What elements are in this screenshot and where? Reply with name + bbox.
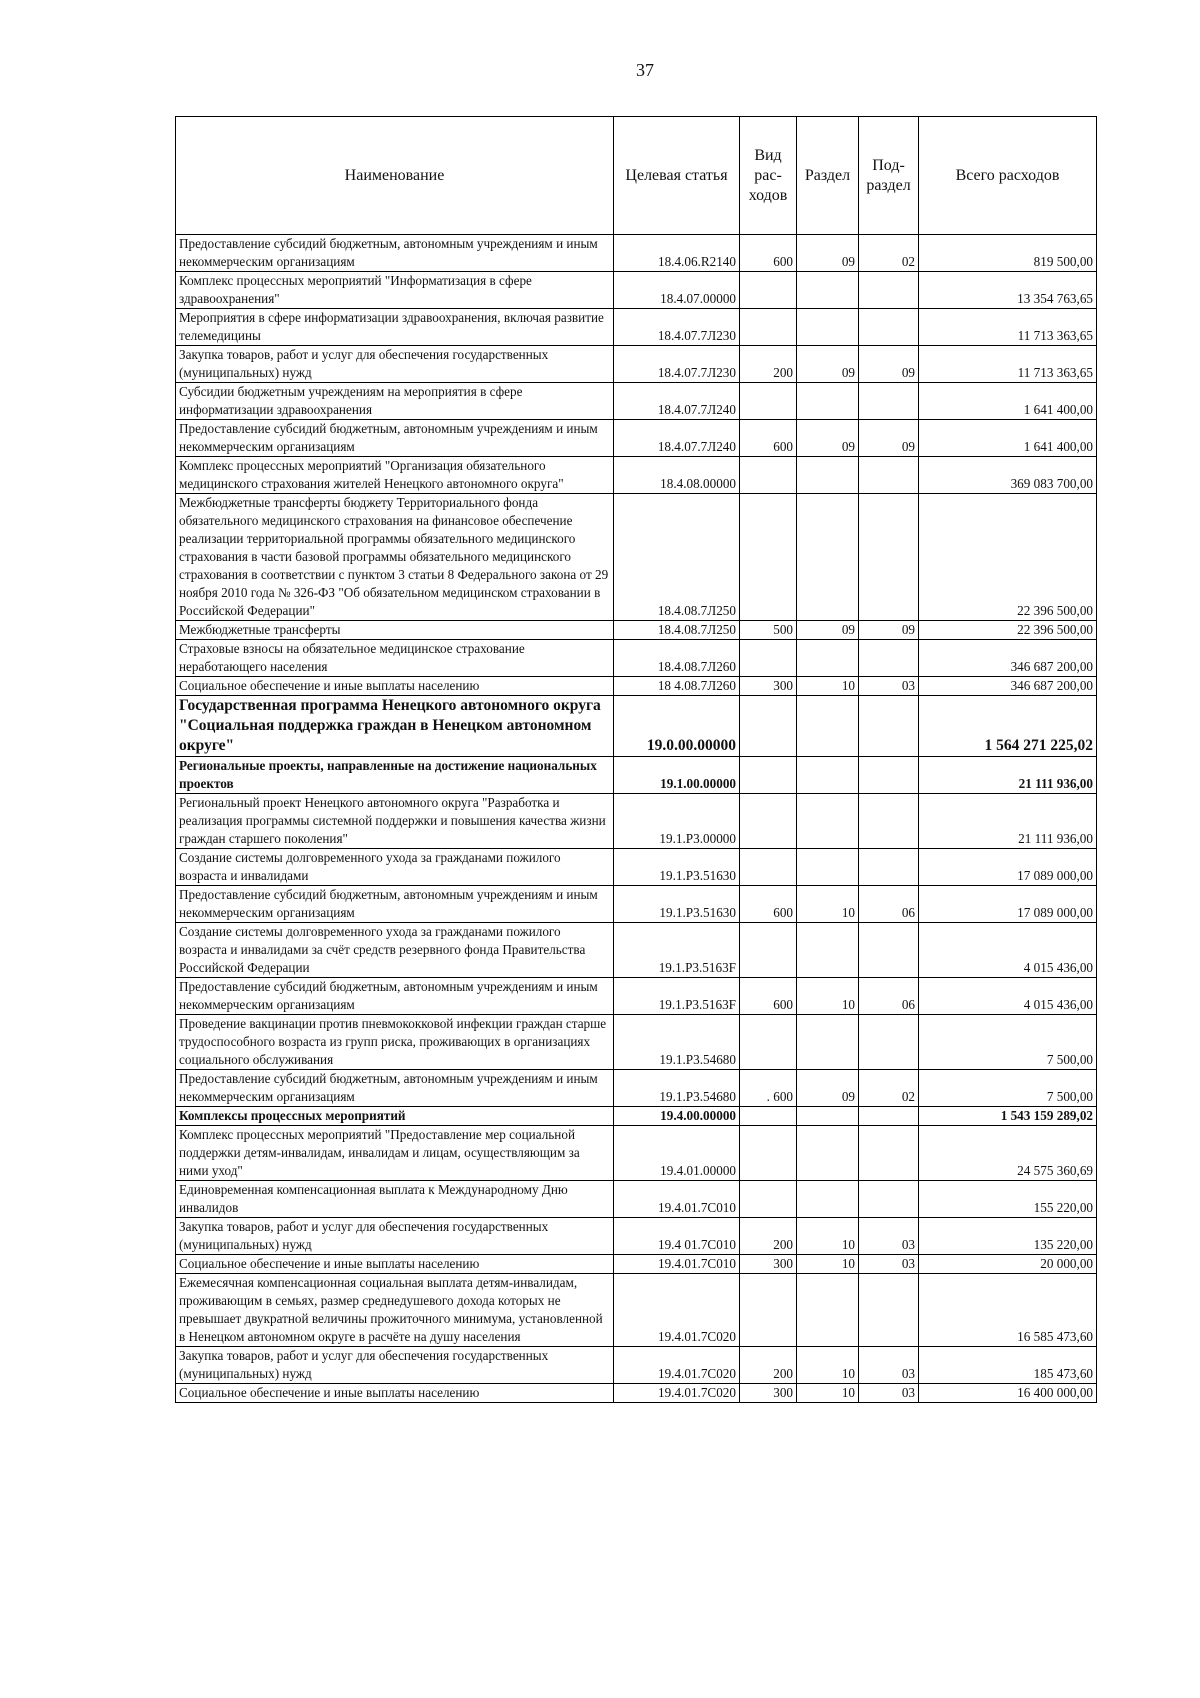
row-target-article: 18.4.07.7Л240 [614,383,740,420]
header-total-expenses: Всего расходов [919,117,1097,235]
row-expense-kind: . 600 [740,1070,797,1107]
row-name: Закупка товаров, работ и услуг для обеспечения государственных (муниципальных) нужд [176,1218,614,1255]
row-section [797,640,859,677]
row-total: 369 083 700,00 [919,457,1097,494]
row-target-article: 18.4.08.7Л260 [614,640,740,677]
row-total: 4 015 436,00 [919,978,1097,1015]
row-section: 10 [797,1218,859,1255]
row-total: 21 111 936,00 [919,757,1097,794]
row-section [797,457,859,494]
row-name: Предоставление субсидий бюджетным, автономным учреждениям и иным некоммерческим организациям [176,1070,614,1107]
row-subsection: 03 [859,1347,919,1384]
row-expense-kind [740,696,797,757]
row-expense-kind: 200 [740,346,797,383]
row-target-article: 19.1.P3.54680 [614,1070,740,1107]
row-subsection [859,1126,919,1181]
row-target-article: 19.1.P3.51630 [614,849,740,886]
row-subsection [859,383,919,420]
row-subsection: 03 [859,1255,919,1274]
row-expense-kind: 300 [740,1384,797,1403]
row-expense-kind [740,1181,797,1218]
row-section [797,696,859,757]
row-target-article: 19.0.00.00000 [614,696,740,757]
row-target-article: 19.1.P3.5163F [614,978,740,1015]
row-section: 09 [797,235,859,272]
row-name: Межбюджетные трансферты бюджету Территориального фонда обязательного медицинского страхования на финансовое обеспечение реализации территориальной программы обязательного медицинского страхования в части базовой программы обязательного медицинского страхования в соответствии с пунктом 3 статьи 8 Федерального закона от 29 ноября 2010 года № 326-ФЗ "Об обязательном медицинском страховании в Российской Федерации" [176,494,614,621]
row-section [797,849,859,886]
table-row [176,1218,1097,1255]
row-section [797,1015,859,1070]
row-target-article: 18.4.08.7Л250 [614,621,740,640]
table-row [176,1255,1097,1274]
row-expense-kind [740,794,797,849]
table-row [176,1384,1097,1403]
row-target-article: 19.4.01.00000 [614,1126,740,1181]
row-name: Закупка товаров, работ и услуг для обеспечения государственных (муниципальных) нужд [176,1347,614,1384]
row-target-article: 18.4.08.00000 [614,457,740,494]
table-row [176,1181,1097,1218]
row-name: Региональный проект Ненецкого автономного округа "Разработка и реализация программы системной поддержки и повышения качества жизни граждан старшего поколения" [176,794,614,849]
table-row [176,923,1097,978]
row-section: 10 [797,886,859,923]
row-total: 21 111 936,00 [919,794,1097,849]
row-expense-kind [740,757,797,794]
row-target-article: 18.4.06.R2140 [614,235,740,272]
row-subsection [859,457,919,494]
row-expense-kind: 500 [740,621,797,640]
row-expense-kind: 300 [740,1255,797,1274]
row-name: Создание системы долговременного ухода за гражданами пожилого возраста и инвалидами за счёт средств резервного фонда Правительства Российской Федерации [176,923,614,978]
row-name: Социальное обеспечение и иные выплаты населению [176,1384,614,1403]
row-name: Единовременная компенсационная выплата к Международному Дню инвалидов [176,1181,614,1218]
row-section: 10 [797,1255,859,1274]
table-row [176,677,1097,696]
row-total: 346 687 200,00 [919,677,1097,696]
row-target-article: 18.4.07.7Л230 [614,346,740,383]
row-target-article: 18 4.08.7Л260 [614,677,740,696]
header-subsection: Под- раздел [859,117,919,235]
row-target-article: 19.4.01.7С020 [614,1384,740,1403]
row-section: 10 [797,1384,859,1403]
row-expense-kind [740,849,797,886]
row-subsection: 03 [859,1218,919,1255]
row-name: Проведение вакцинации против пневмококковой инфекции граждан старше трудоспособного возраста из групп риска, проживающих в организациях социального обслуживания [176,1015,614,1070]
row-subsection [859,640,919,677]
table-row [176,640,1097,677]
row-total: 1 564 271 225,02 [919,696,1097,757]
table-row [176,794,1097,849]
row-subsection [859,1274,919,1347]
row-section [797,1274,859,1347]
table-row [176,272,1097,309]
row-section [797,1107,859,1126]
table-row [176,849,1097,886]
row-expense-kind: 600 [740,886,797,923]
row-section: 10 [797,978,859,1015]
row-name: Региональные проекты, направленные на достижение национальных проектов [176,757,614,794]
row-name: Социальное обеспечение и иные выплаты населению [176,1255,614,1274]
row-total: 4 015 436,00 [919,923,1097,978]
row-target-article: 19.4 01.7С010 [614,1218,740,1255]
row-name: Предоставление субсидий бюджетным, автономным учреждениям и иным некоммерческим организациям [176,978,614,1015]
row-name: Ежемесячная компенсационная социальная выплата детям-инвалидам, проживающим в семьях, размер среднедушевого дохода которых не превышает двукратной величины прожиточного минимума, установленной в Ненецком автономном округе в расчёте на душу населения [176,1274,614,1347]
row-total: 11 713 363,65 [919,309,1097,346]
row-total: 17 089 000,00 [919,886,1097,923]
row-target-article: 19.4.01.7С010 [614,1255,740,1274]
row-target-article: 18.4.07.7Л230 [614,309,740,346]
row-subsection: 03 [859,1384,919,1403]
row-total: 7 500,00 [919,1070,1097,1107]
row-subsection: 06 [859,886,919,923]
table-row [176,696,1097,757]
row-expense-kind [740,272,797,309]
row-total: 1 543 159 289,02 [919,1107,1097,1126]
row-target-article: 18.4.08.7Л250 [614,494,740,621]
row-section: 10 [797,1347,859,1384]
row-expense-kind: 600 [740,235,797,272]
row-section [797,757,859,794]
row-section: 09 [797,1070,859,1107]
row-total: 24 575 360,69 [919,1126,1097,1181]
row-section [797,1126,859,1181]
row-target-article: 19.1.00.00000 [614,757,740,794]
row-subsection [859,1107,919,1126]
budget-table [175,116,1097,1403]
table-row [176,1070,1097,1107]
row-name: Межбюджетные трансферты [176,621,614,640]
row-total: 13 354 763,65 [919,272,1097,309]
row-subsection [859,272,919,309]
row-section: 09 [797,621,859,640]
row-subsection [859,494,919,621]
row-total: 16 585 473,60 [919,1274,1097,1347]
row-expense-kind [740,640,797,677]
row-total: 16 400 000,00 [919,1384,1097,1403]
row-subsection: 02 [859,235,919,272]
row-target-article: 19.1.P3.5163F [614,923,740,978]
row-subsection: 09 [859,420,919,457]
row-subsection: 09 [859,346,919,383]
header-name: Наименование [176,117,614,235]
table-row [176,457,1097,494]
row-subsection [859,696,919,757]
row-section [797,794,859,849]
row-section [797,383,859,420]
row-subsection: 03 [859,677,919,696]
row-expense-kind [740,1107,797,1126]
row-total: 135 220,00 [919,1218,1097,1255]
table-row [176,420,1097,457]
header-expense-kind: Вид рас- ходов [740,117,797,235]
table-row [176,235,1097,272]
row-subsection: 06 [859,978,919,1015]
row-target-article: 18.4.07.00000 [614,272,740,309]
row-total: 1 641 400,00 [919,420,1097,457]
row-target-article: 19.4.01.7С010 [614,1181,740,1218]
row-total: 185 473,60 [919,1347,1097,1384]
row-expense-kind [740,383,797,420]
row-total: 1 641 400,00 [919,383,1097,420]
row-total: 22 396 500,00 [919,621,1097,640]
table-row [176,1126,1097,1181]
row-target-article: 19.1.P3.00000 [614,794,740,849]
row-expense-kind [740,494,797,621]
row-name: Социальное обеспечение и иные выплаты населению [176,677,614,696]
row-name: Субсидии бюджетным учреждениям на мероприятия в сфере информатизации здравоохранения [176,383,614,420]
row-name: Комплексы процессных мероприятий [176,1107,614,1126]
table-row [176,621,1097,640]
table-header-row [176,117,1097,235]
row-expense-kind: 600 [740,978,797,1015]
row-total: 155 220,00 [919,1181,1097,1218]
row-subsection [859,923,919,978]
row-subsection [859,309,919,346]
row-total: 20 000,00 [919,1255,1097,1274]
row-section [797,309,859,346]
row-section: 09 [797,346,859,383]
row-expense-kind [740,1015,797,1070]
row-total: 819 500,00 [919,235,1097,272]
row-subsection [859,1181,919,1218]
row-section [797,272,859,309]
table-row [176,1347,1097,1384]
table-row [176,383,1097,420]
row-expense-kind: 200 [740,1218,797,1255]
row-expense-kind: 200 [740,1347,797,1384]
row-target-article: 19.1.P3.51630 [614,886,740,923]
table-row [176,1107,1097,1126]
row-name: Предоставление субсидий бюджетным, автономным учреждениям и иным некоммерческим организациям [176,420,614,457]
row-expense-kind [740,1274,797,1347]
table-row [176,1274,1097,1347]
row-name: Предоставление субсидий бюджетным, автономным учреждениям и иным некоммерческим организациям [176,235,614,272]
row-total: 11 713 363,65 [919,346,1097,383]
row-subsection: 02 [859,1070,919,1107]
row-total: 17 089 000,00 [919,849,1097,886]
row-target-article: 19.4.01.7С020 [614,1274,740,1347]
table-body [176,235,1097,1403]
row-expense-kind [740,923,797,978]
row-name: Мероприятия в сфере информатизации здравоохранения, включая развитие телемедицины [176,309,614,346]
row-total: 7 500,00 [919,1015,1097,1070]
row-section [797,1181,859,1218]
page-number: 37 [636,60,654,80]
row-name: Комплекс процессных мероприятий "Предоставление мер социальной поддержки детям-инвалидам, инвалидам и лицам, осуществляющим за ними уход" [176,1126,614,1181]
row-subsection [859,849,919,886]
row-expense-kind: 600 [740,420,797,457]
row-target-article: 19.4.01.7С020 [614,1347,740,1384]
table-row [176,309,1097,346]
row-expense-kind [740,1126,797,1181]
row-target-article: 19.4.00.00000 [614,1107,740,1126]
table-row [176,494,1097,621]
row-target-article: 18.4.07.7Л240 [614,420,740,457]
row-name: Комплекс процессных мероприятий "Информатизация в сфере здравоохранения" [176,272,614,309]
table-row [176,757,1097,794]
row-name: Закупка товаров, работ и услуг для обеспечения государственных (муниципальных) нужд [176,346,614,383]
row-total: 22 396 500,00 [919,494,1097,621]
row-name: Создание системы долговременного ухода за гражданами пожилого возраста и инвалидами [176,849,614,886]
row-target-article: 19.1.P3.54680 [614,1015,740,1070]
row-subsection [859,794,919,849]
row-section [797,494,859,621]
row-subsection [859,1015,919,1070]
row-expense-kind [740,309,797,346]
row-name: Государственная программа Ненецкого автономного округа "Социальная поддержка граждан в Ненецком автономном округе" [176,696,614,757]
table-row [176,978,1097,1015]
row-subsection [859,757,919,794]
row-expense-kind: 300 [740,677,797,696]
table-row [176,346,1097,383]
row-section [797,923,859,978]
row-subsection: 09 [859,621,919,640]
row-name: Предоставление субсидий бюджетным, автономным учреждениям и иным некоммерческим организациям [176,886,614,923]
row-total: 346 687 200,00 [919,640,1097,677]
table-row [176,886,1097,923]
row-section: 10 [797,677,859,696]
table-row [176,1015,1097,1070]
row-name: Страховые взносы на обязательное медицинское страхование неработающего населения [176,640,614,677]
header-target-article: Целевая статья [614,117,740,235]
header-section: Раздел [797,117,859,235]
row-section: 09 [797,420,859,457]
row-name: Комплекс процессных мероприятий "Организация обязательного медицинского страхования жителей Ненецкого автономного округа" [176,457,614,494]
row-expense-kind [740,457,797,494]
